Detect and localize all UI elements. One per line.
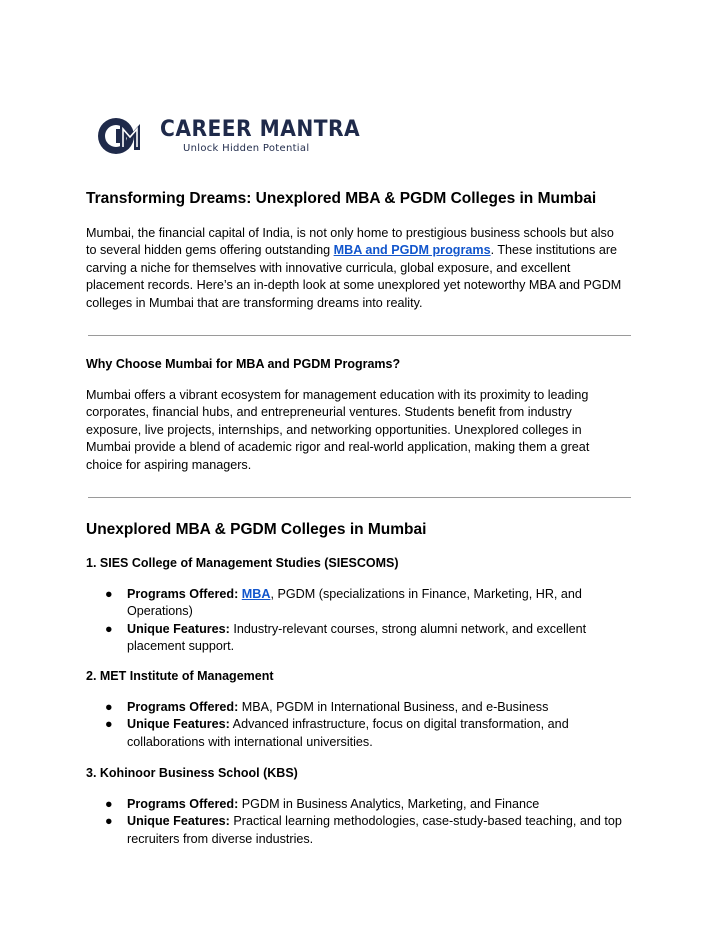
unique-features-item (86, 813, 646, 848)
career-mantra-logo (96, 116, 361, 158)
colleges-section-heading: Unexplored MBA & PGDM Colleges in Mumbai (86, 521, 427, 538)
features-text: Practical learning methodologies, case-study-based teaching, and top (229, 814, 622, 829)
features-text: placement support. (127, 639, 235, 654)
features-label: Unique Features: (127, 621, 230, 636)
college-details-list (86, 699, 646, 751)
page-title: Transforming Dreams: Unexplored MBA & PGDM Colleges in Mumbai (86, 190, 597, 207)
programs-text: PGDM in Business Analytics, Marketing, and Finance (238, 797, 540, 811)
bullet-icon: ● (105, 700, 113, 714)
bullet-icon: ● (105, 587, 113, 601)
intro-text: . These institutions are (490, 243, 618, 258)
why-line: choice for aspiring managers. (86, 457, 252, 472)
features-text: Advanced infrastructure, focus on digital transformation, and (229, 717, 569, 732)
intro-line: carving a niche for themselves with innovative curricula, global exposure, and excellent (86, 260, 571, 275)
college-details-list (86, 796, 646, 848)
bullet-icon: ● (105, 717, 113, 732)
why-line: exposure, live projects, internships, and networking opportunities. Unexplored colleges in (86, 422, 582, 437)
why-line: Mumbai offers a vibrant ecosystem for management education with its proximity to leading (86, 388, 589, 402)
mba-link[interactable]: MBA (241, 587, 271, 601)
programs-offered-item (86, 796, 646, 813)
features-label: Unique Features: (127, 717, 230, 732)
why-mumbai-heading: Why Choose Mumbai for MBA and PGDM Programs? (86, 357, 401, 371)
programs-label: Programs Offered: (127, 700, 239, 714)
programs-offered-item (86, 586, 646, 621)
college-name: 3. Kohinoor Business School (KBS) (86, 766, 298, 780)
programs-text: Operations) (127, 604, 193, 619)
unique-features-item (86, 716, 646, 751)
programs-label: Programs Offered: (127, 587, 239, 601)
cm-monogram-icon (96, 116, 156, 156)
why-line: corporates, financial hubs, and entrepreneurial ventures. Students benefit from industry (86, 405, 572, 420)
features-label: Unique Features: (127, 814, 230, 829)
bullet-icon: ● (105, 814, 113, 829)
section-divider (88, 497, 631, 498)
programs-text: MBA, PGDM in International Business, and e-Business (238, 700, 549, 714)
intro-line (86, 242, 646, 259)
intro-line: colleges in Mumbai that are transforming dreams into reality. (86, 295, 423, 310)
programs-offered-item (86, 699, 646, 716)
bullet-icon: ● (105, 621, 113, 636)
brand-tagline: Unlock Hidden Potential (183, 143, 310, 154)
unique-features-item (86, 621, 646, 656)
college-details-list (86, 586, 646, 656)
why-line: Mumbai provide a blend of academic rigor and real-world application, making them a great (86, 440, 590, 455)
bullet-icon: ● (105, 797, 113, 811)
features-text: collaborations with international universities. (127, 734, 373, 749)
college-name: 2. MET Institute of Management (86, 669, 274, 683)
features-text: recruiters from diverse industries. (127, 831, 314, 846)
brand-name: CAREER MANTRA (160, 117, 361, 142)
intro-line: Mumbai, the financial capital of India, is not only home to prestigious business schools but also (86, 226, 614, 240)
intro-text: to several hidden gems offering outstanding (86, 243, 334, 258)
college-name: 1. SIES College of Management Studies (SIESCOMS) (86, 556, 399, 570)
programs-label: Programs Offered: (127, 797, 239, 811)
features-text: Industry-relevant courses, strong alumni network, and excellent (229, 621, 587, 636)
programs-text: , PGDM (specializations in Finance, Marketing, HR, and (270, 587, 582, 601)
section-divider (88, 335, 631, 336)
mba-pgdm-programs-link[interactable]: MBA and PGDM programs (333, 243, 491, 258)
why-mumbai-paragraph (86, 387, 646, 474)
intro-line: placement records. Here’s an in-depth look at some unexplored yet noteworthy MBA and PGDM (86, 278, 622, 293)
intro-paragraph (86, 225, 646, 312)
